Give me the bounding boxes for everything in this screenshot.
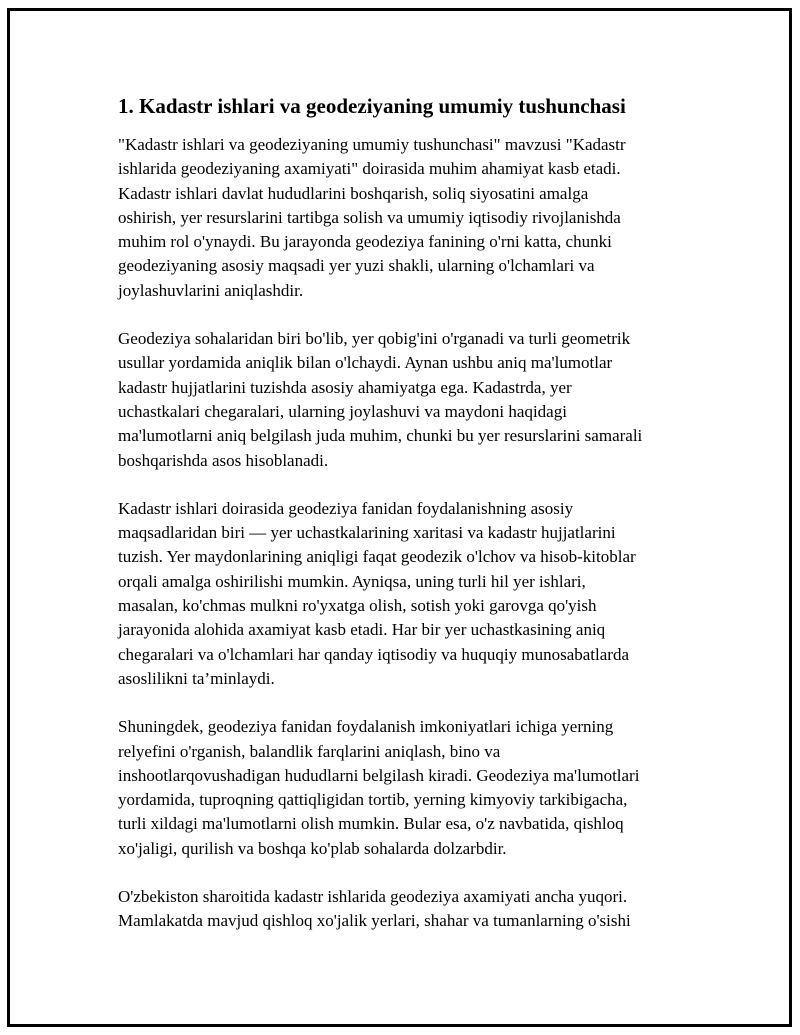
paragraph-line: O'zbekiston sharoitida kadastr ishlarida geodeziya axamiyati ancha yuqori. (118, 887, 628, 907)
paragraph-line: ishlarida geodeziyaning axamiyati" doirasida muhim ahamiyat kasb etadi. (118, 159, 621, 179)
paragraph-line: joylashuvlarini aniqlashdir. (118, 280, 304, 300)
paragraph-line: xo'jaligi, qurilish va boshqa ko'plab sohalarda dolzarbdir. (118, 838, 507, 858)
paragraph-line: yordamida, tuproqning qattiqligidan tortib, yerning kimyoviy tarkibigacha, (118, 790, 628, 810)
paragraph (118, 497, 708, 691)
paragraph (118, 133, 708, 303)
paragraph-line: Kadastr ishlari davlat hududlarini boshqarish, soliq siyosatini amalga (118, 183, 589, 203)
paragraph-line: inshootlarqovushadigan hududlarni belgilash kiradi. Geodeziya ma'lumotlari (118, 765, 640, 785)
paragraph-line: tuzish. Yer maydonlarining aniqligi faqat geodezik o'lchov va hisob-kitoblar (118, 547, 636, 567)
paragraph-line: ma'lumotlarni aniq belgilash juda muhim, chunki bu yer resurslarini samarali (118, 426, 643, 446)
paragraph-line: Mamlakatda mavjud qishloq xo'jalik yerlari, shahar va tumanlarning o'sishi (118, 911, 631, 931)
paragraph (118, 327, 708, 473)
paragraph-line: masalan, ko'chmas mulkni ro'yxatga olish, sotish yoki garovga qo'yish (118, 596, 597, 616)
paragraph-line: maqsadlaridan biri — yer uchastkalarining xaritasi va kadastr hujjatlarini (118, 523, 616, 543)
paragraph-line: geodeziyaning asosiy maqsadi yer yuzi shakli, ularning o'lchamlari va (118, 256, 595, 276)
paragraph-line: muhim rol o'ynaydi. Bu jarayonda geodeziya fanining o'rni katta, chunki (118, 232, 612, 252)
paragraph-line: orqali amalga oshirilishi mumkin. Ayniqsa, uning turli hil yer ishlari, (118, 571, 586, 591)
paragraph-line: jarayonida alohida axamiyat kasb etadi. Har bir yer uchastkasining aniq (118, 620, 606, 640)
paragraph-line: "Kadastr ishlari va geodeziyaning umumiy tushunchasi" mavzusi "Kadastr (118, 135, 626, 154)
paragraph-line: Geodeziya sohalaridan biri bo'lib, yer qobig'ini o'rganadi va turli geometrik (118, 329, 631, 349)
paragraph (118, 715, 708, 861)
paragraph-line: asoslilikni ta’minlaydi. (118, 668, 275, 688)
paragraph-line: uchastkalari chegaralari, ularning joylashuvi va maydoni haqidagi (118, 401, 567, 421)
paragraph (118, 885, 708, 934)
paragraph-line: oshirish, yer resurslarini tartibga solish va umumiy iqtisodiy rivojlanishda (118, 207, 621, 227)
paragraph-line: usullar yordamida aniqlik bilan o'lchaydi. Aynan ushbu aniq ma'lumotlar (118, 353, 613, 373)
paragraph-line: turli xildagi ma'lumotlarni olish mumkin. Bular esa, o'z navbatida, qishloq (118, 814, 624, 834)
paragraph-line: Kadastr ishlari doirasida geodeziya fanidan foydalanishning asosiy (118, 498, 574, 518)
paragraph-container (118, 133, 708, 934)
paragraph-line: kadastr hujjatlarini tuzishda asosiy ahamiyatga ega. Kadastrda, yer (118, 377, 572, 397)
paragraph-line: chegaralari va o'lchamlari har qanday iqtisodiy va huquqiy munosabatlarda (118, 644, 629, 664)
paragraph-line: boshqarishda asos hisoblanadi. (118, 450, 329, 470)
paragraph-line: relyefini o'rganish, balandlik farqlarini aniqlash, bino va (118, 741, 501, 761)
section-heading: 1. Kadastr ishlari va geodeziyaning umumiy tushunchasi (118, 94, 626, 118)
paragraph-line: Shuningdek, geodeziya fanidan foydalanish imkoniyatlari ichiga yerning (118, 717, 614, 737)
document-body (118, 91, 708, 958)
